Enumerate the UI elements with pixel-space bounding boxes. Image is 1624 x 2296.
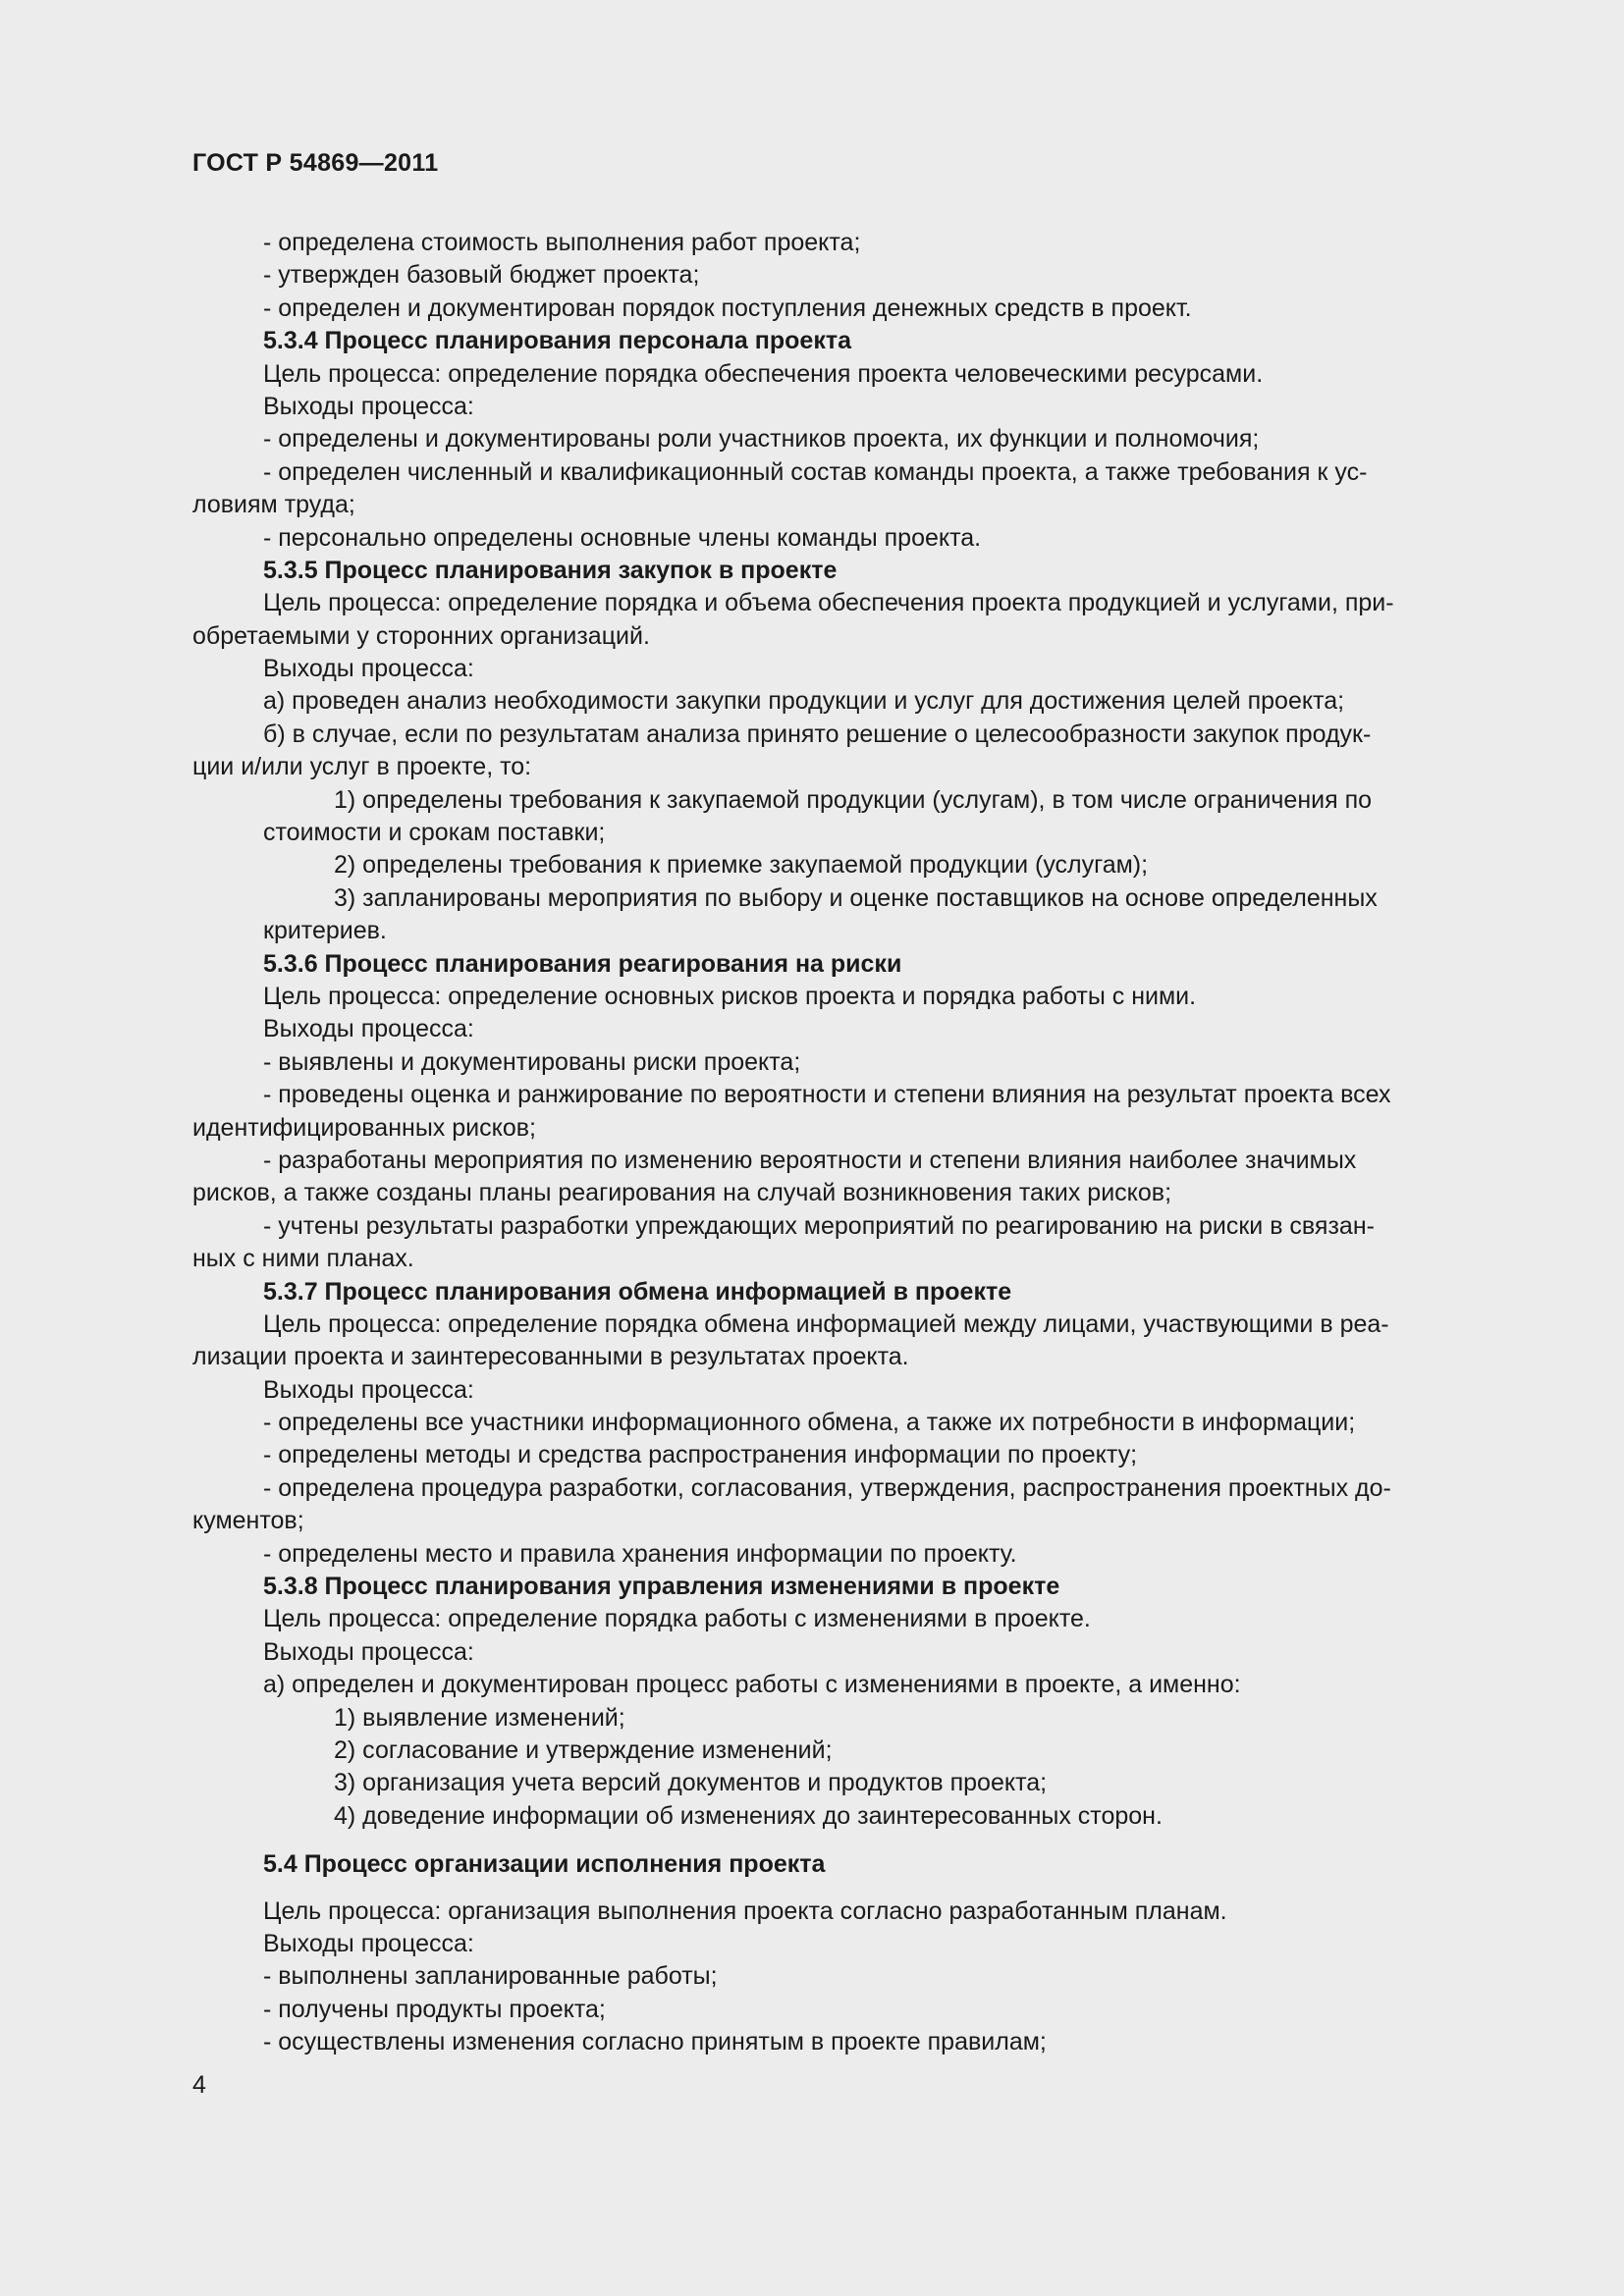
text-line: - выявлены и документированы риски проекта; (263, 1047, 801, 1076)
text-line: - определены и документированы роли участников проекта, их функции и полномочия; (263, 425, 1260, 454)
text-line: Выходы процесса: (263, 655, 474, 683)
text-line: - определены все участники информационного обмена, а также их потребности в информации; (263, 1409, 1356, 1437)
section-heading: 5.3.4 Процесс планирования персонала проекта (263, 327, 851, 355)
text-line: 3) запланированы мероприятия по выбору и оценке поставщиков на основе определенных (334, 883, 1378, 912)
text-line: Цель процесса: определение порядка работы с изменениями в проекте. (263, 1605, 1091, 1633)
text-line: ных с ними планах. (192, 1245, 414, 1273)
text-line: - осуществлены изменения согласно принятым в проекте правилам; (263, 2028, 1047, 2056)
text-line: Выходы процесса: (263, 1015, 474, 1043)
text-line: 4) доведение информации об изменениях до заинтересованных сторон. (334, 1801, 1163, 1830)
text-line: обретаемыми у сторонних организаций. (192, 621, 650, 650)
text-line: Выходы процесса: (263, 1375, 474, 1404)
text-line: - определены место и правила хранения информации по проекту. (263, 1539, 1017, 1568)
text-line: а) проведен анализ необходимости закупки продукции и услуг для достижения целей проекта; (263, 687, 1345, 716)
text-line: - выполнены запланированные работы; (263, 1962, 718, 1991)
text-line: критериев. (263, 917, 387, 945)
text-line: 1) определены требования к закупаемой продукции (услугам), в том числе ограничения по (334, 785, 1373, 814)
section-heading: 5.3.5 Процесс планирования закупок в проекте (263, 556, 838, 584)
text-line: 3) организация учета версий документов и продуктов проекта; (334, 1769, 1048, 1797)
text-line: - получены продукты проекта; (263, 1995, 606, 2023)
document-header: ГОСТ Р 54869—2011 (192, 149, 439, 177)
section-heading: 5.3.8 Процесс планирования управления изменениями в проекте (263, 1573, 1060, 1601)
text-line: лизации проекта и заинтересованными в результатах проекта. (192, 1343, 909, 1371)
text-line: 1) выявление изменений; (334, 1703, 625, 1732)
text-line: - персонально определены основные члены команды проекта. (263, 523, 982, 552)
text-line: Цель процесса: организация выполнения проекта согласно разработанным планам. (263, 1896, 1227, 1925)
text-line: Выходы процесса: (263, 1637, 474, 1666)
text-line: Выходы процесса: (263, 1929, 474, 1957)
text-line: - определен и документирован порядок поступления денежных средств в проект. (263, 294, 1192, 322)
text-line: а) определен и документирован процесс работы с изменениями в проекте, а именно: (263, 1671, 1241, 1699)
text-line: кументов; (192, 1507, 304, 1535)
text-line: - определены методы и средства распространения информации по проекту; (263, 1441, 1138, 1469)
section-heading: 5.4 Процесс организации исполнения проекта (263, 1850, 826, 1879)
page-number: 4 (192, 2071, 206, 2099)
text-line: 2) определены требования к приемке закупаемой продукции (услугам); (334, 851, 1149, 880)
text-line: стоимости и срокам поставки; (263, 819, 606, 847)
text-line: - разработаны мероприятия по изменению вероятности и степени влияния наиболее значимых (263, 1146, 1357, 1174)
text-line: - определена процедура разработки, согласования, утверждения, распространения проектных до- (263, 1473, 1391, 1502)
text-line: Цель процесса: определение основных рисков проекта и порядка работы с ними. (263, 982, 1197, 1010)
section-heading: 5.3.7 Процесс планирования обмена информацией в проекте (263, 1277, 1012, 1306)
text-line: - определен численный и квалификационный состав команды проекта, а также требования к ус- (263, 457, 1368, 486)
text-line: 2) согласование и утверждение изменений; (334, 1735, 833, 1764)
section-heading: 5.3.6 Процесс планирования реагирования на риски (263, 949, 902, 978)
text-line: - определена стоимость выполнения работ проекта; (263, 229, 861, 256)
text-line: ции и/или услуг в проекте, то: (192, 753, 532, 781)
text-line: Цель процесса: определение порядка обеспечения проекта человеческими ресурсами. (263, 359, 1264, 388)
text-line: - утвержден базовый бюджет проекта; (263, 261, 700, 290)
text-line: Выходы процесса: (263, 392, 474, 420)
text-line: рисков, а также созданы планы реагирования на случай возникновения таких рисков; (192, 1179, 1172, 1207)
text-line: - учтены результаты разработки упреждающих мероприятий по реагированию на риски в связан- (263, 1211, 1375, 1240)
document-body (192, 227, 1506, 2058)
text-line: б) в случае, если по результатам анализа принято решение о целесообразности закупок продук- (263, 720, 1372, 748)
text-line: - проведены оценка и ранжирование по вероятности и степени влияния на результат проекта всех (263, 1081, 1391, 1109)
text-line: идентифицированных рисков; (192, 1113, 536, 1142)
text-line: ловиям труда; (192, 491, 355, 519)
text-line: Цель процесса: определение порядка и объема обеспечения проекта продукцией и услугами, при- (263, 589, 1394, 617)
text-line: Цель процесса: определение порядка обмена информацией между лицами, участвующими в реа- (263, 1309, 1389, 1338)
